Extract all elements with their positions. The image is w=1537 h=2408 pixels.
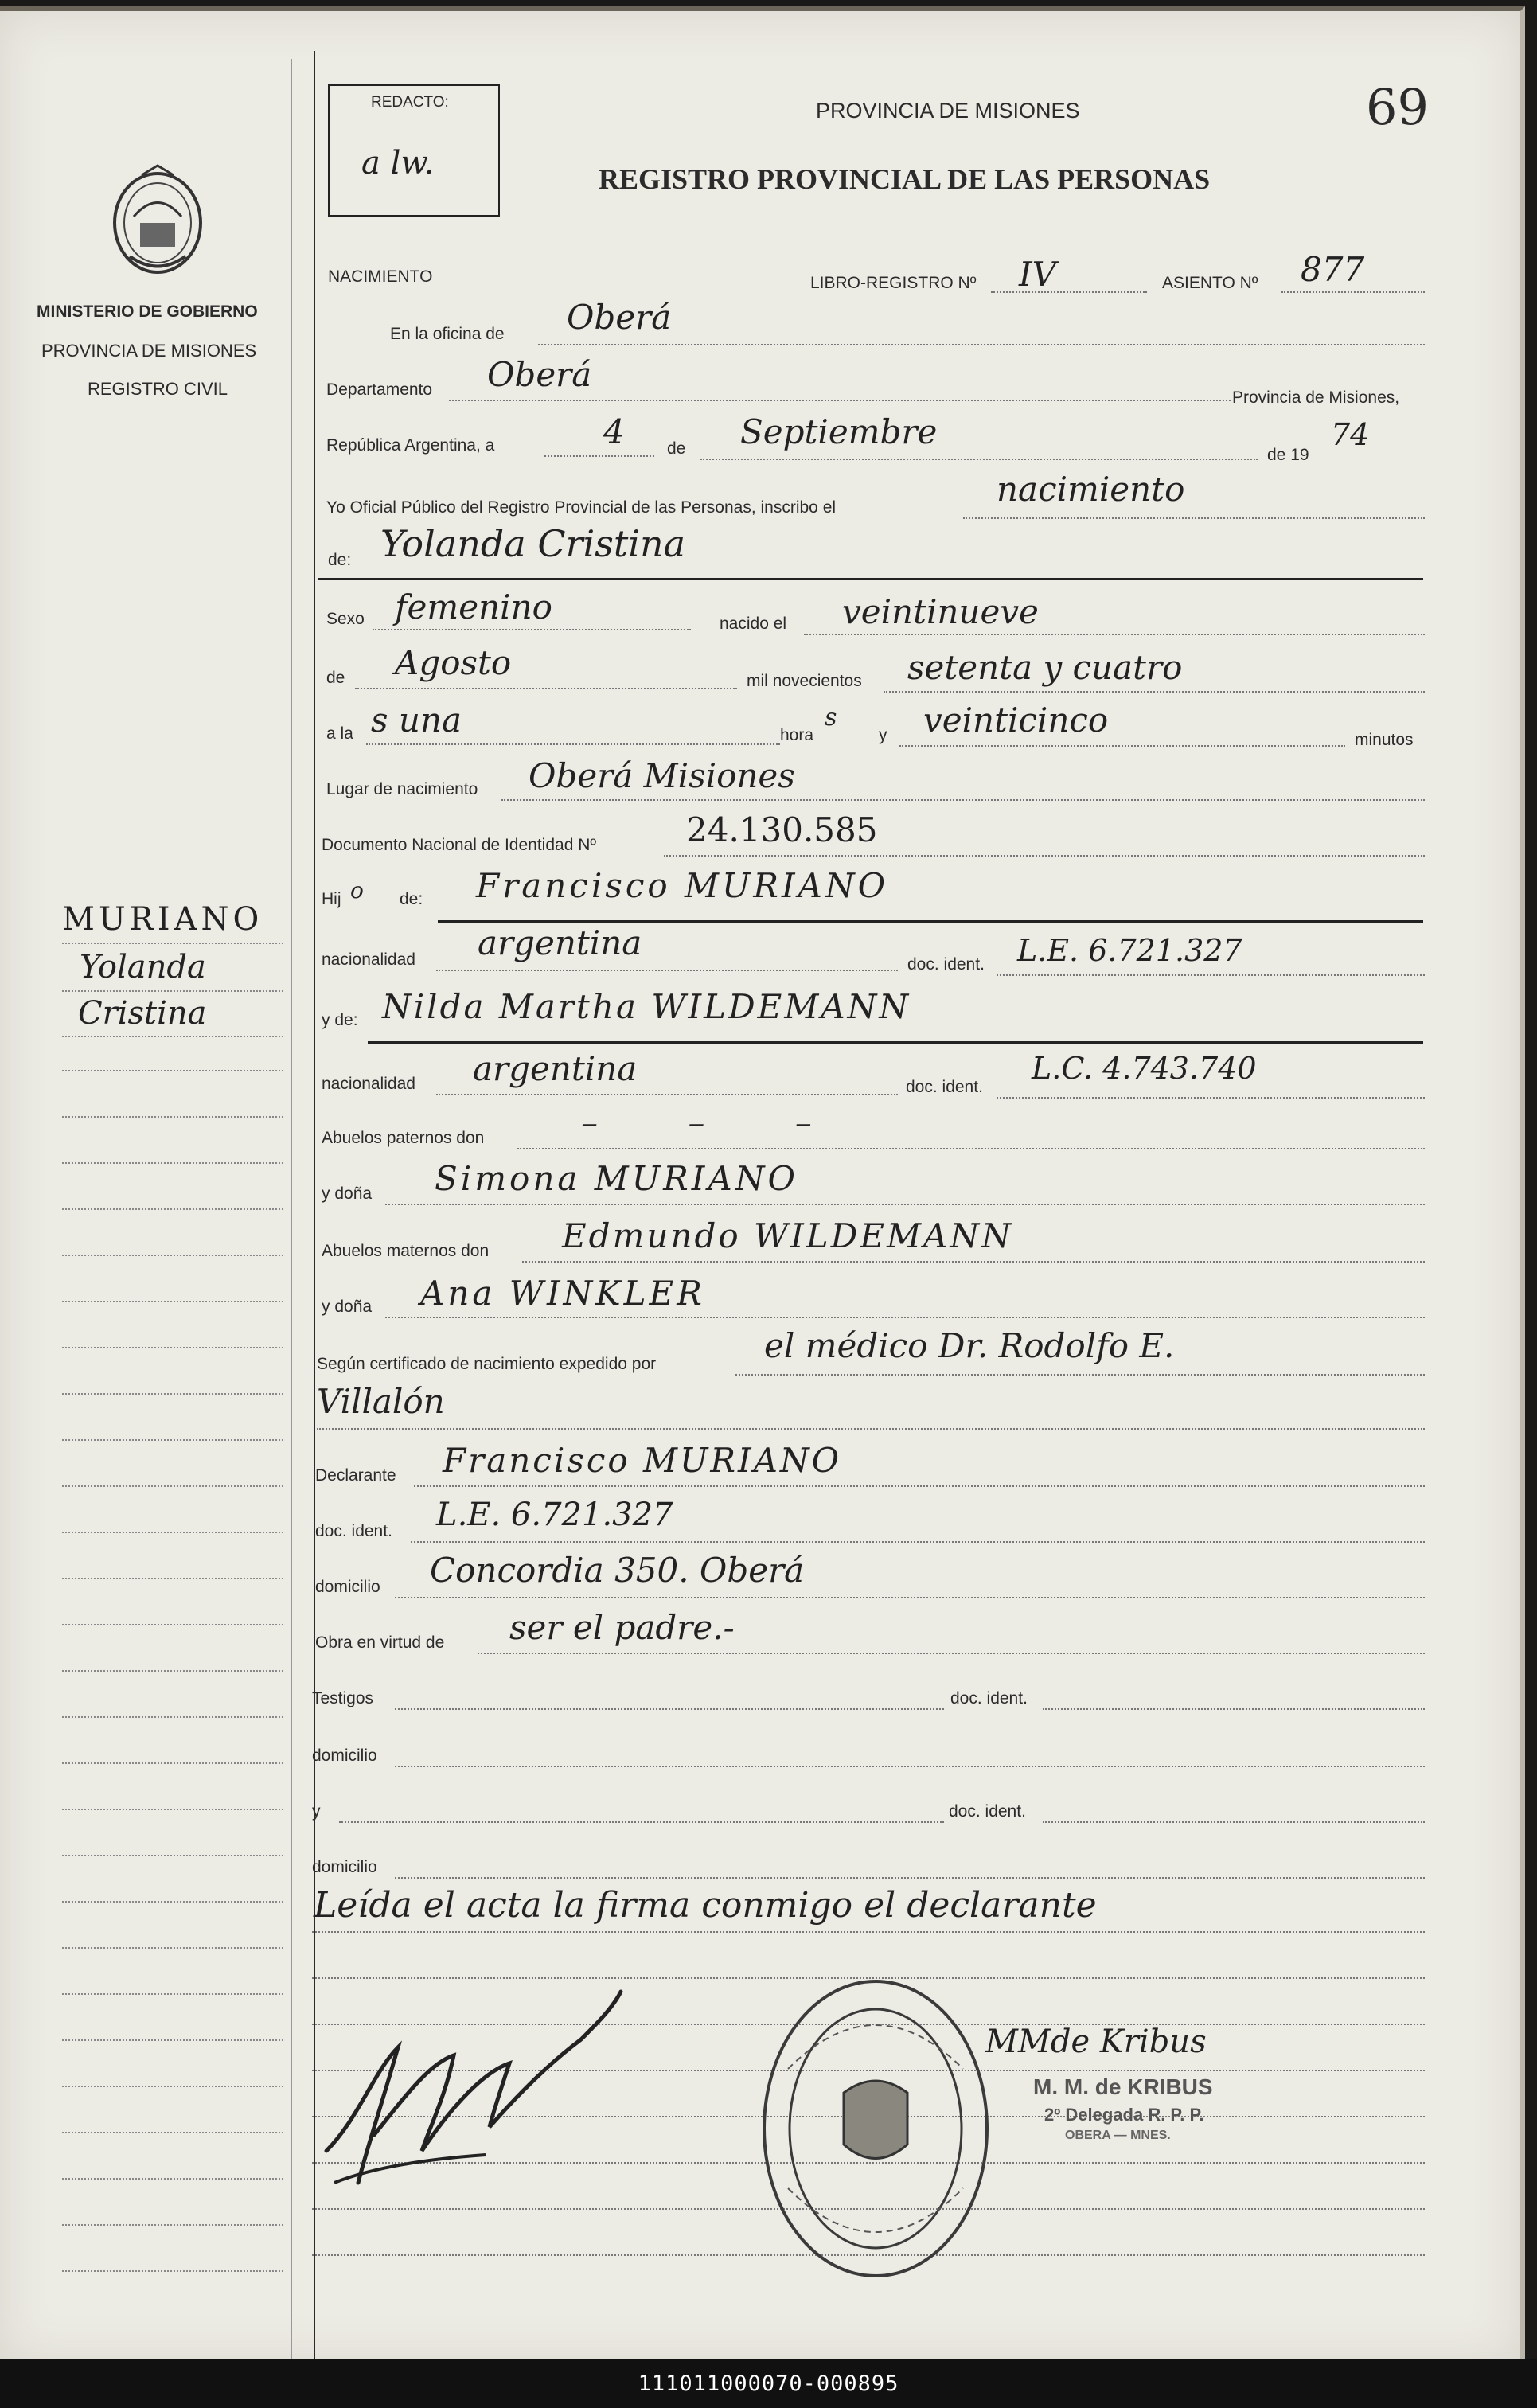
domicilio-label: domicilio — [315, 1578, 380, 1596]
ab-pat-label: Abuelos paternos don — [322, 1129, 485, 1147]
anio-value: 74 — [1331, 417, 1370, 452]
dni-value: 24.130.585 — [686, 810, 878, 849]
minutos-value: veinticinco — [923, 701, 1109, 740]
testigo1-domicilio-label: domicilio — [312, 1746, 377, 1765]
margin-edge-rule — [291, 59, 292, 2371]
departamento-label: Departamento — [326, 381, 433, 399]
cert-value: el médico Dr. Rodolfo E. — [764, 1326, 1175, 1365]
madre-nac: argentina — [473, 1049, 638, 1088]
de-nombre-label: de: — [328, 551, 352, 569]
province-title: PROVINCIA DE MISIONES — [816, 99, 1080, 123]
margin-note-surname: MURIANO — [62, 901, 263, 938]
cert-value-2: Villalón — [317, 1382, 445, 1421]
obra-label: Obra en virtud de — [315, 1633, 445, 1652]
declarante-label: Declarante — [315, 1466, 396, 1485]
declarant-signature-icon — [310, 1976, 629, 2207]
padre-doc: L.E. 6.721.327 — [1017, 933, 1242, 968]
dni-label: Documento Nacional de Identidad Nº — [322, 836, 597, 854]
registry-seal-icon — [756, 1973, 995, 2284]
nacido-label: nacido el — [720, 615, 787, 633]
padre-nac-label: nacionalidad — [322, 950, 415, 969]
inscribo-value: nacimiento — [997, 470, 1185, 509]
y-de-label: y de: — [322, 1011, 358, 1029]
obra-value: ser el padre.- — [509, 1608, 735, 1647]
libro-label: LIBRO-REGISTRO Nº — [810, 274, 977, 292]
ab-mat-dona-label: y doña — [322, 1298, 373, 1316]
redacto-label: REDACTO: — [371, 94, 449, 111]
margin-note-name-1: Yolanda — [80, 949, 206, 985]
hora-s: s — [825, 704, 837, 732]
decl-doc-label: doc. ident. — [315, 1522, 392, 1540]
padre-doc-label: doc. ident. — [907, 955, 985, 974]
domicilio-value: Concordia 350. Oberá — [430, 1551, 805, 1590]
dia-value: 4 — [603, 412, 625, 451]
hijo-label: Hij — [322, 890, 341, 908]
ab-mat-don: Edmundo WILDEMANN — [562, 1216, 1013, 1255]
mil-label: mil novecientos — [747, 672, 862, 690]
page-number: 69 — [1366, 78, 1429, 136]
decl-doc-value: L.E. 6.721.327 — [436, 1497, 673, 1533]
madre-nac-label: nacionalidad — [322, 1075, 415, 1093]
departamento-value: Oberá — [487, 355, 592, 394]
ab-mat-label: Abuelos maternos don — [322, 1242, 490, 1260]
lugar-label: Lugar de nacimiento — [326, 780, 478, 798]
padre-nac: argentina — [478, 923, 642, 962]
hijo-suffix: o — [350, 877, 364, 903]
cert-label: Según certificado de nacimiento expedido por — [317, 1355, 657, 1373]
de-label: de — [667, 439, 686, 458]
anio-label: de 19 — [1267, 446, 1309, 464]
nacido-value: veintinueve — [842, 592, 1039, 631]
declarante-value: Francisco MURIANO — [443, 1441, 842, 1480]
official-stamp-place: OBERA — MNES. — [1065, 2129, 1171, 2142]
testigo2-y-label: y — [312, 1802, 321, 1821]
registry-label: REGISTRO CIVIL — [88, 379, 228, 399]
minutos-label: minutos — [1355, 731, 1414, 749]
ab-pat-don: – – – — [581, 1103, 852, 1142]
oficial-label: Yo Oficial Público del Registro Provincial de las Personas, inscribo el — [326, 498, 837, 517]
footer-code: 111011000070-000895 — [0, 2359, 1537, 2408]
register-page — [0, 6, 1525, 2363]
redacto-box — [328, 84, 500, 217]
libro-value: IV — [1019, 255, 1056, 294]
asiento-label: ASIENTO Nº — [1162, 274, 1258, 292]
hijo-de-label: de: — [400, 890, 423, 908]
mil-value: setenta y cuatro — [907, 648, 1183, 687]
provincia-label: Provincia de Misiones, — [1232, 388, 1400, 407]
madre-value: Nilda Martha WILDEMANN — [382, 987, 911, 1026]
official-signature: MMde Kribus — [985, 2024, 1207, 2060]
y-label: y — [879, 726, 887, 744]
testigo2-doc-label: doc. ident. — [949, 1802, 1026, 1821]
a-la-label: a la — [326, 724, 353, 743]
testigo2-domicilio-label: domicilio — [312, 1858, 377, 1876]
nombre-value: Yolanda Cristina — [380, 522, 686, 565]
sexo-label: Sexo — [326, 610, 365, 628]
redacto-value: a lw. — [361, 145, 435, 181]
ab-mat-dona: Ana WINKLER — [420, 1274, 705, 1313]
ministry-label: MINISTERIO DE GOBIERNO — [37, 302, 258, 321]
oficina-label: En la oficina de — [390, 325, 505, 343]
testigos-label: Testigos — [312, 1689, 374, 1707]
lugar-value: Oberá Misiones — [529, 756, 795, 795]
ab-pat-dona: Simona MURIANO — [435, 1159, 798, 1198]
hora-value: s una — [371, 701, 462, 740]
testigo1-doc-label: doc. ident. — [950, 1689, 1028, 1707]
closing-text: Leída el acta la firma conmigo el declarante — [314, 1885, 1097, 1926]
official-stamp-title: 2º Delegada R. P. P. — [1044, 2105, 1204, 2125]
mes-value: Septiembre — [740, 412, 938, 451]
province-label: PROVINCIA DE MISIONES — [41, 341, 257, 361]
madre-doc-label: doc. ident. — [906, 1078, 983, 1096]
misiones-emblem-icon — [102, 161, 213, 279]
nacido-mes-value: Agosto — [395, 643, 512, 682]
madre-doc: L.C. 4.743.740 — [1032, 1051, 1257, 1086]
margin-note-name-2: Cristina — [78, 995, 207, 1032]
type-label: NACIMIENTO — [328, 267, 433, 286]
sexo-value: femenino — [395, 587, 552, 626]
asiento-value: 877 — [1301, 250, 1365, 289]
official-stamp-name: M. M. de KRIBUS — [1033, 2074, 1213, 2099]
de-mes-label: de — [326, 669, 345, 687]
registry-title: REGISTRO PROVINCIAL DE LAS PERSONAS — [599, 163, 1211, 195]
padre-value: Francisco MURIANO — [476, 866, 889, 905]
hora-label: hora — [780, 726, 814, 744]
republica-label: República Argentina, a — [326, 436, 495, 455]
oficina-value: Oberá — [567, 298, 672, 337]
ab-pat-dona-label: y doña — [322, 1184, 373, 1203]
